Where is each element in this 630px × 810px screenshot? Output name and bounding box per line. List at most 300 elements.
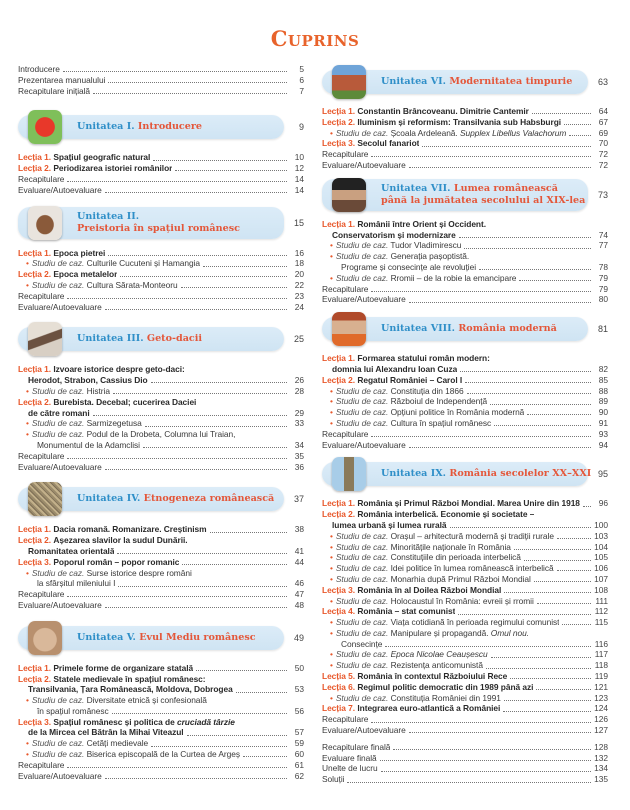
entry-label <box>18 695 207 706</box>
entry-title: Periodizarea istoriei românilor <box>53 163 173 174</box>
unit-page-number: 63 <box>597 77 608 87</box>
page-number: 44 <box>294 556 304 567</box>
entry-title: Manipulare și propagandă. <box>390 627 491 638</box>
page-number: 77 <box>598 240 608 251</box>
toc-right-column <box>322 64 608 785</box>
entry-label <box>18 568 192 579</box>
toc-entry-lesson[interactable] <box>18 717 304 728</box>
entry-title: Evaluare/Autoevaluare <box>322 294 406 305</box>
dot-leader <box>422 146 591 147</box>
dot-leader <box>371 436 591 437</box>
entry-title: Burebista. Decebal; cucerirea Daciei <box>53 396 197 407</box>
toc-entry-case[interactable] <box>322 649 608 660</box>
toc-entry-plain[interactable] <box>18 462 304 473</box>
entry-title: România în al Doilea Război Mondial <box>357 584 502 595</box>
entry-title: Orașul – arhitectură modernă și tradiții rurale <box>390 530 554 541</box>
entry-label <box>18 771 102 782</box>
toc-entry-case[interactable] <box>322 617 608 628</box>
unit-title-line <box>381 468 591 480</box>
toc-entry-case[interactable] <box>322 531 608 542</box>
toc-entry-lesson[interactable] <box>322 498 608 509</box>
toc-entry-case[interactable] <box>322 240 608 251</box>
entry-title: Epoca metalelor <box>53 269 118 280</box>
lesson-number: Lecția 1. <box>18 364 52 375</box>
toc-entry-lesson[interactable] <box>18 269 304 280</box>
entry-title: Podul de la Drobeta, Columna lui Traian, <box>86 429 236 440</box>
unit-title-line <box>77 223 240 235</box>
toc-entry-plain[interactable] <box>18 771 304 782</box>
case-study-label: Studiu de caz. <box>335 595 389 606</box>
toc-entry-plain[interactable] <box>18 589 304 600</box>
entry-title: Constituțiile din perioada interbelică <box>390 552 521 563</box>
page-number: 121 <box>594 681 608 692</box>
dot-leader <box>117 553 287 554</box>
lesson-number: Lecția 5. <box>322 671 356 682</box>
unit-title-line <box>381 323 557 335</box>
lesson-number: Lecția 2. <box>322 374 356 385</box>
toc-entry-case[interactable] <box>322 660 608 671</box>
entry-title: Spațiul geografic natural <box>53 152 151 163</box>
dot-leader <box>494 425 591 426</box>
bullet-icon: • <box>330 692 333 703</box>
entry-title: lumea urbană și lumea rurală <box>332 519 447 530</box>
toc-entry-lesson-cont[interactable] <box>18 727 304 738</box>
page-number: 78 <box>598 261 608 272</box>
bullet-icon: • <box>26 429 29 440</box>
toc-entry-plain[interactable] <box>322 774 608 785</box>
entry-title: Evaluare/Autoevaluare <box>322 159 406 170</box>
entry-label <box>18 429 235 440</box>
toc-entry-lesson-cont[interactable] <box>18 684 304 695</box>
case-study-label: Studiu de caz. <box>335 692 389 703</box>
toc-entry-lesson[interactable] <box>322 585 608 596</box>
toc-entry-case[interactable] <box>322 693 608 704</box>
toc-entry-case-cont[interactable] <box>322 262 608 273</box>
unit-name: Evul Mediu românesc <box>139 631 256 643</box>
entry-label <box>322 240 461 251</box>
entry-title: Programe și consecințe ale revoluției <box>341 261 477 272</box>
bullet-icon: • <box>330 385 333 396</box>
case-study-label: Studiu de caz. <box>31 429 85 440</box>
page-number: 72 <box>598 159 608 170</box>
unit-page-number: 73 <box>597 189 608 200</box>
toc-entry-plain[interactable] <box>322 753 608 764</box>
unit-header[interactable] <box>322 64 608 100</box>
dot-leader <box>504 592 591 593</box>
toc-entry-case[interactable] <box>18 386 304 397</box>
unit-name-continued: până la jumătatea secolului al XIX-lea <box>381 194 586 206</box>
toc-entry-lesson[interactable] <box>322 138 608 149</box>
page-number: 124 <box>594 703 608 714</box>
entry-title: la sfârșitul mileniului I <box>37 578 116 589</box>
page-number: 64 <box>598 106 608 116</box>
dot-leader <box>504 700 591 701</box>
unit-title-line <box>77 211 240 223</box>
entry-title: Regimul politic democratic din 1989 până azi <box>357 681 534 692</box>
entry-label <box>322 542 511 553</box>
unit-title-line <box>381 183 585 195</box>
bullet-icon: • <box>26 567 29 578</box>
unit-page-number: 49 <box>293 632 304 643</box>
toc-entry-case[interactable] <box>322 418 608 429</box>
entry-title: Cultura Sărata-Monteoru <box>86 279 178 290</box>
unit-name: Geto-dacii <box>146 333 203 345</box>
dot-leader <box>145 426 287 427</box>
toc-entry-plain[interactable] <box>322 149 608 160</box>
unit-name: Modernitatea timpurie <box>449 76 573 87</box>
toc-entry-lesson[interactable] <box>322 219 608 230</box>
entry-title: Dacia romană. Romanizare. Creștinism <box>53 524 207 535</box>
toc-entry-case[interactable] <box>18 695 304 706</box>
entry-label <box>18 674 206 685</box>
toc-entry-case-cont[interactable] <box>18 440 304 451</box>
entry-label <box>322 693 501 704</box>
dot-leader <box>409 167 591 168</box>
toc-entry-plain[interactable] <box>322 284 608 295</box>
toc-entry-lesson-cont[interactable] <box>322 364 608 375</box>
entry-label <box>322 364 457 375</box>
toc-entry-lesson-cont[interactable] <box>322 230 608 241</box>
unit-number: Unitatea VIII. <box>381 323 455 335</box>
dot-leader <box>409 447 591 448</box>
entry-title: Recapitulare finală <box>322 741 391 752</box>
entry-label <box>322 440 406 451</box>
entry-label <box>18 291 64 302</box>
entry-title: Transilvania, Țara Românească, Moldova, Dobrogea <box>28 684 233 695</box>
dot-leader <box>490 404 591 405</box>
toc-entry-case[interactable] <box>322 552 608 563</box>
entry-title: de către romani <box>28 407 90 418</box>
lesson-number: Lecția 2. <box>18 535 52 546</box>
entry-label <box>322 498 580 509</box>
entry-title: Evaluare/Autoevaluare <box>322 439 406 450</box>
dacian-dragon-artifact-icon <box>28 322 62 356</box>
dot-leader <box>203 266 287 267</box>
toc-entry-lesson[interactable] <box>322 682 608 693</box>
case-study-label: Studiu de caz. <box>31 738 85 749</box>
entry-label <box>322 117 561 128</box>
page-number: 127 <box>594 725 608 736</box>
page-number: 20 <box>294 269 304 280</box>
page-number: 118 <box>594 660 608 671</box>
dot-leader <box>393 749 591 750</box>
unit-number: Unitatea IV. <box>77 493 141 505</box>
toc-entry-case[interactable] <box>18 749 304 760</box>
toc-entry-lesson[interactable] <box>18 397 304 408</box>
toc-entry-lesson-cont[interactable] <box>18 408 304 419</box>
page-number: 34 <box>294 439 304 450</box>
toc-entry-case[interactable] <box>18 418 304 429</box>
toc-entry-lesson[interactable] <box>322 703 608 714</box>
toc-entry-plain[interactable] <box>322 763 608 774</box>
toc-entry-lesson[interactable] <box>322 106 608 117</box>
toc-entry-lesson[interactable] <box>322 671 608 682</box>
entry-label <box>18 408 90 419</box>
entry-title: Histria <box>86 385 110 396</box>
page-number: 35 <box>294 450 304 461</box>
toc-entry-lesson-cont[interactable] <box>322 520 608 531</box>
toc-entry-plain[interactable] <box>18 451 304 462</box>
toc-entry-plain[interactable] <box>322 714 608 725</box>
toc-entry-case[interactable] <box>18 568 304 579</box>
lesson-number: Lecția 2. <box>18 163 52 174</box>
bullet-icon: • <box>26 749 29 760</box>
toc-entry-case[interactable] <box>322 251 608 262</box>
entry-label <box>322 639 382 650</box>
toc-entry-case[interactable] <box>322 273 608 284</box>
entry-label <box>322 138 419 149</box>
entry-title: Minoritățile naționale în România <box>390 541 511 552</box>
toc-entry-case[interactable] <box>322 386 608 397</box>
entry-title-italic: Epoca Nicolae Ceaușescu <box>390 649 488 660</box>
case-study-label: Studiu de caz. <box>31 279 85 290</box>
unit-name: Etnogeneza românească <box>143 493 275 505</box>
unit-title <box>77 481 274 517</box>
page-number: 38 <box>294 524 304 535</box>
unit-number: Unitatea VII. <box>381 182 451 194</box>
entry-label <box>322 531 554 542</box>
toc-entry-case[interactable] <box>18 738 304 749</box>
page-number: 103 <box>594 530 608 541</box>
page-number: 104 <box>594 541 608 552</box>
case-study-label: Studiu de caz. <box>31 567 85 578</box>
page-number: 59 <box>294 738 304 749</box>
toc-entry-lesson-cont[interactable] <box>18 546 304 557</box>
toc-entry-plain[interactable] <box>322 294 608 305</box>
entry-title: Evaluare/Autoevaluare <box>18 770 102 781</box>
toc-entry-case[interactable] <box>322 407 608 418</box>
toc-entry-lesson[interactable] <box>18 364 304 375</box>
case-study-label: Studiu de caz. <box>335 127 389 138</box>
unit-name: România secolelor XX–XXI <box>449 468 592 480</box>
entry-label <box>322 552 521 563</box>
page-number: 6 <box>299 74 304 85</box>
dot-leader <box>583 506 591 507</box>
entry-label <box>322 628 529 639</box>
bullet-icon: • <box>330 649 333 660</box>
toc-entry-plain[interactable] <box>18 600 304 611</box>
entry-label <box>322 649 488 660</box>
toc-entry-case[interactable] <box>322 563 608 574</box>
toc-entry-lesson-cont[interactable] <box>18 375 304 386</box>
toc-entry-lesson[interactable] <box>322 509 608 520</box>
unit-title <box>77 109 202 145</box>
toc-entry-plain[interactable] <box>322 429 608 440</box>
dot-leader <box>105 192 287 193</box>
entry-label <box>322 149 368 160</box>
entry-label <box>18 75 105 86</box>
entry-title: Monumentul de la Adamclisi <box>37 439 140 450</box>
unit-name: Introducere <box>137 121 203 133</box>
entry-title: Poporul român – popor romanic <box>53 556 180 567</box>
lesson-number: Lecția 1. <box>18 662 52 673</box>
dot-leader <box>467 393 591 394</box>
toc-entry-case[interactable] <box>322 396 608 407</box>
toc-entry-plain[interactable] <box>18 174 304 185</box>
entry-title: Diversitate etnică și confesională <box>86 695 207 706</box>
toc-entry-plain[interactable] <box>18 185 304 196</box>
toc-entry-case[interactable] <box>18 280 304 291</box>
toc-entry-plain[interactable] <box>322 742 608 753</box>
unit-header[interactable] <box>18 205 304 241</box>
unit-title <box>77 205 240 241</box>
bullet-icon: • <box>330 127 333 138</box>
entry-label <box>18 524 207 535</box>
toc-entry-case[interactable] <box>322 128 608 139</box>
toc-entry-lesson[interactable] <box>18 663 304 674</box>
unit-title-line <box>77 493 274 505</box>
toc-entry-lesson[interactable] <box>18 674 304 685</box>
unit-header[interactable] <box>18 481 304 517</box>
toc-entry-case-cont[interactable] <box>18 706 304 717</box>
entry-label <box>18 600 102 611</box>
bullet-icon: • <box>26 258 29 269</box>
dot-leader <box>67 458 287 459</box>
toc-entry-lesson[interactable] <box>18 163 304 174</box>
toc-entry-plain[interactable] <box>18 760 304 771</box>
toc-entry-case[interactable] <box>322 628 608 639</box>
entry-title: Așezarea slavilor la sudul Dunării. <box>53 535 188 546</box>
page-number: 132 <box>594 752 608 763</box>
page-number: 28 <box>294 385 304 396</box>
entry-title: Constituția din 1866 <box>390 385 464 396</box>
toc-entry-lesson[interactable] <box>322 375 608 386</box>
bullet-icon: • <box>330 541 333 552</box>
entry-label <box>18 375 148 386</box>
dot-leader <box>93 415 287 416</box>
entry-title: Recapitulare <box>18 759 65 770</box>
dot-leader <box>562 624 591 625</box>
page-number: 67 <box>598 116 608 127</box>
entry-label <box>322 774 344 785</box>
entry-label <box>322 219 486 230</box>
dot-leader <box>465 382 591 383</box>
toc-entry-plain[interactable] <box>18 64 304 75</box>
entry-title: Recapitulare <box>322 149 369 160</box>
toc-entry-plain[interactable] <box>18 291 304 302</box>
page-number: 18 <box>294 258 304 269</box>
dot-leader <box>450 527 591 528</box>
toc-entry-lesson[interactable] <box>18 535 304 546</box>
entry-title: Rromii – de la robie la emancipare <box>390 272 517 283</box>
page-number: 134 <box>594 763 608 774</box>
toc-entry-case[interactable] <box>322 542 608 553</box>
toc-entry-lesson[interactable] <box>18 557 304 568</box>
case-study-label: Studiu de caz. <box>335 251 389 262</box>
entry-label <box>322 429 368 440</box>
dot-leader <box>514 549 591 550</box>
entry-title: Iluminism și reformism: Transilvania sub Habsburgi <box>357 116 562 127</box>
page-number: 62 <box>294 770 304 781</box>
page-number: 116 <box>594 638 608 649</box>
toc-entry-lesson[interactable] <box>18 152 304 163</box>
entry-label <box>322 230 456 241</box>
entry-title: Recapitulare <box>18 173 65 184</box>
toc-entry-lesson[interactable] <box>322 606 608 617</box>
dot-leader <box>153 160 287 161</box>
entry-label <box>322 671 507 682</box>
toc-entry-lesson[interactable] <box>322 353 608 364</box>
entry-label <box>322 251 469 262</box>
unit-title <box>381 177 585 213</box>
unit-header[interactable] <box>18 620 304 656</box>
toc-entry-case[interactable] <box>322 596 608 607</box>
dot-leader <box>380 760 591 761</box>
toc-entry-plain[interactable] <box>322 725 608 736</box>
unit-header[interactable] <box>322 177 608 213</box>
entry-label <box>322 574 531 585</box>
dot-leader <box>196 670 287 671</box>
unit-header[interactable] <box>322 311 608 347</box>
entry-label <box>322 353 490 364</box>
toc-entry-plain[interactable] <box>18 86 304 97</box>
entry-label <box>322 763 378 774</box>
stone-texture-icon <box>28 482 62 516</box>
toc-entry-case-cont[interactable] <box>18 578 304 589</box>
entry-title: Formarea statului român modern: <box>357 353 490 364</box>
page-number: 128 <box>594 741 608 752</box>
toc-entry-lesson[interactable] <box>322 117 608 128</box>
entry-label <box>18 364 185 375</box>
entry-title: Spațiul românesc și politica de <box>53 716 177 727</box>
bullet-icon: • <box>330 563 333 574</box>
case-study-label: Studiu de caz. <box>31 749 85 760</box>
entry-title: Unelte de lucru <box>322 763 378 774</box>
entry-title: Izvoare istorice despre geto-daci: <box>53 364 185 375</box>
dot-leader <box>67 181 287 182</box>
entry-label <box>322 520 447 531</box>
bullet-icon: • <box>330 251 333 262</box>
entry-title: Regatul României – Carol I <box>357 374 463 385</box>
page-number: 53 <box>294 684 304 695</box>
entry-label <box>18 185 102 196</box>
toc-entry-plain[interactable] <box>322 440 608 451</box>
dot-leader <box>151 382 287 383</box>
toc-entry-case-cont[interactable] <box>322 639 608 650</box>
toc-entry-plain[interactable] <box>18 75 304 86</box>
toc-entry-case[interactable] <box>322 574 608 585</box>
toc-entry-case[interactable] <box>18 429 304 440</box>
case-study-label: Studiu de caz. <box>335 573 389 584</box>
dot-leader <box>108 255 287 256</box>
lesson-number: Lecția 4. <box>322 606 356 617</box>
entry-label <box>18 578 115 589</box>
unit-header[interactable] <box>18 321 304 357</box>
unit-title-line <box>381 195 585 207</box>
entry-label <box>322 742 390 753</box>
entry-label <box>18 386 110 397</box>
entry-title: Introducere <box>18 64 60 74</box>
toc-entry-lesson[interactable] <box>18 248 304 259</box>
case-study-label: Studiu de caz. <box>335 417 389 428</box>
page-number: 10 <box>294 152 304 163</box>
unit-header[interactable] <box>18 109 304 145</box>
dot-leader <box>371 156 591 157</box>
toc-entry-lesson[interactable] <box>18 524 304 535</box>
case-study-label: Studiu de caz. <box>335 660 389 671</box>
toc-entry-plain[interactable] <box>18 302 304 313</box>
unit-title-line <box>77 632 256 644</box>
case-study-label: Studiu de caz. <box>335 240 389 251</box>
toc-entry-plain[interactable] <box>322 160 608 171</box>
dot-leader <box>175 170 287 171</box>
unit-header[interactable] <box>322 456 608 492</box>
bullet-icon: • <box>330 660 333 671</box>
case-study-label: Studiu de caz. <box>335 552 389 563</box>
entry-title: Conservatorism și modernizare <box>332 229 456 240</box>
toc-entry-case[interactable] <box>18 258 304 269</box>
entry-label <box>322 262 476 273</box>
